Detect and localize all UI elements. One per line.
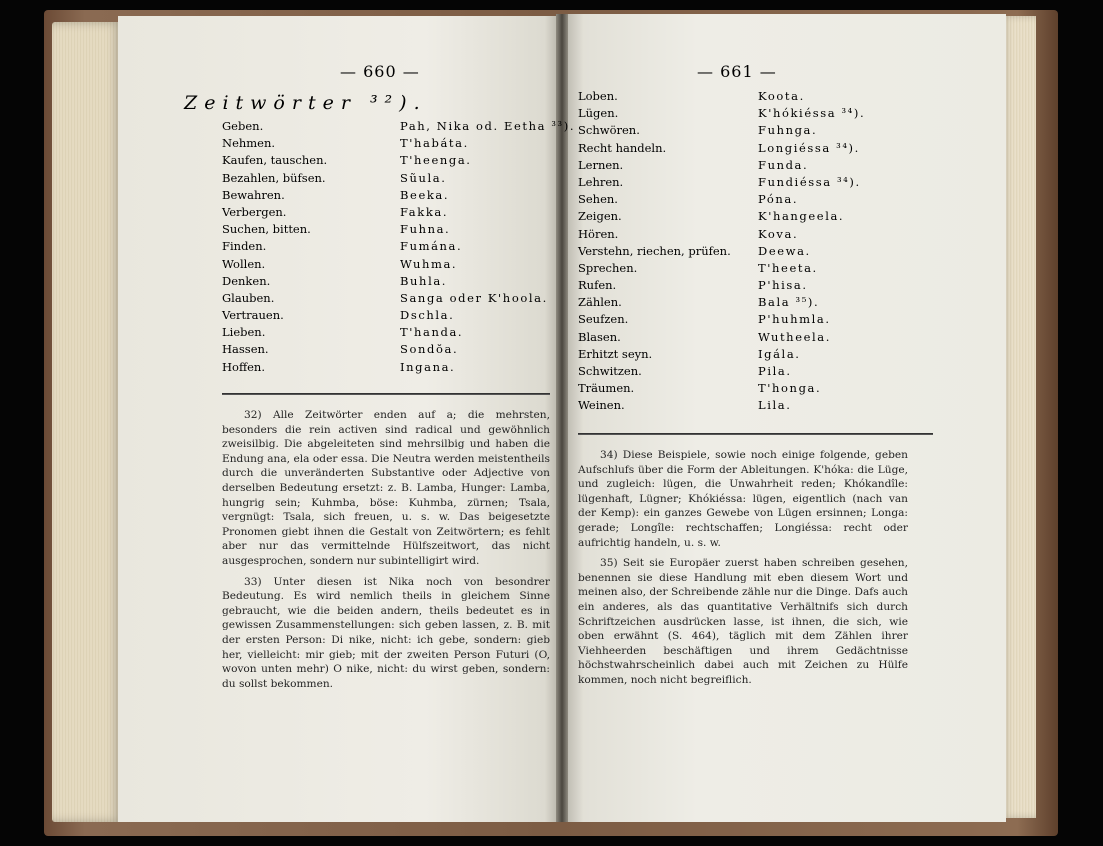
vocab-row	[222, 238, 552, 255]
vocab-row	[578, 243, 918, 260]
native-term: Fakka.	[400, 204, 449, 219]
german-term: Erhitzt seyn.	[578, 346, 653, 361]
native-term: Pila.	[758, 364, 792, 378]
german-term: Finden.	[222, 239, 267, 254]
vocab-row	[578, 346, 918, 363]
german-term: Lehren.	[578, 174, 624, 189]
native-term: T'handa.	[400, 325, 464, 340]
vocab-row	[222, 307, 552, 324]
german-term: Verstehn, riechen, prüfen.	[578, 243, 731, 258]
german-term: Sehen.	[578, 192, 618, 207]
left-page-edges	[52, 22, 122, 822]
vocab-row	[578, 363, 918, 380]
german-term: Kaufen, tauschen.	[222, 153, 328, 168]
left-page-number: — 660 —	[340, 62, 420, 81]
vocab-row	[222, 341, 552, 358]
vocab-row	[222, 256, 552, 273]
vocab-row	[578, 294, 918, 311]
german-term: Rufen.	[578, 278, 617, 293]
vocab-row	[222, 273, 552, 290]
native-term: Dschla.	[400, 308, 455, 323]
vocab-row	[578, 311, 918, 328]
native-term: Wutheela.	[758, 329, 831, 344]
german-term: Loben.	[578, 89, 618, 103]
vocab-row	[222, 135, 552, 152]
native-term: Sũula.	[400, 170, 447, 185]
german-term: Verbergen.	[222, 204, 287, 219]
native-term: Igála.	[758, 346, 801, 361]
vocab-row	[578, 105, 918, 122]
vocab-row	[578, 226, 918, 243]
german-term: Glauben.	[222, 290, 275, 305]
german-term: Nehmen.	[222, 136, 276, 151]
right-page-number: — 661 —	[697, 62, 777, 81]
footnote-34: 34) Diese Beispiele, sowie noch einige folgende, geben Aufschlufs über die Form der Ableitungen. K'hóka: die Lüge, und zugleich: lügen, die Unwahrheit reden; Khókandîle: lügenhaft, Lügner; Khókiéssa: lügen, eigentlich (nach van der Kemp): ein ganzes Gewebe von Lügen ersinnen; Longa: gerade; Longîle: rechtschaffen; Longiéssa: recht oder aufrichtig handeln, u. s. w.	[578, 449, 908, 549]
german-term: Seufzen.	[578, 312, 629, 327]
vocab-row	[578, 88, 918, 105]
german-term: Wollen.	[222, 256, 266, 271]
native-term: T'heenga.	[400, 153, 472, 168]
right-footnotes	[578, 448, 908, 688]
native-term: Funda.	[758, 157, 809, 172]
vocab-row	[578, 157, 918, 174]
native-term: Beeka.	[400, 187, 450, 202]
vocab-row	[578, 122, 918, 139]
footnote-32: 32) Alle Zeitwörter enden auf a; die mehrsten, besonders die rein activen sind radical und gewöhnlich zweisilbig. Die abgeleiteten sind mehrsilbig und haben die Endung ana, ela oder essa. Die Neutra werden meistentheils durch die unveränderten Substantive oder Adjective von derselben Bedeutung ersetzt: z. B. Lamba, Hunger: Lamba, hungrig sein; Kuhmba, böse: Kuhmba, zürnen; Tsala, vergnügt: Tsala, sich freuen, u. s. w. Das beigesetzte Pronomen giebt ihnen die Gestalt von Zeitwörtern; es fehlt aber nur das vermittelnde Hülfszeitwort, das nicht ausgesprochen, sondern nur subintelligirt wird.	[222, 409, 550, 567]
native-term: Longiéssa ³⁴).	[758, 140, 860, 155]
native-term: P'hisa.	[758, 278, 808, 293]
native-term: T'habáta.	[400, 136, 469, 151]
german-term: Schwören.	[578, 123, 640, 138]
german-term: Suchen, bitten.	[222, 222, 311, 237]
right-vocab-list	[578, 88, 918, 415]
german-term: Blasen.	[578, 329, 621, 344]
german-term: Lernen.	[578, 157, 624, 172]
footnote-35: 35) Seit sie Europäer zuerst haben schreiben gesehen, benennen sie diese Handlung mit eben diesem Wort und meinen also, der Schreibende zähle nur die Dinge. Dafs auch ein anderes, als das quantitative Verhältnifs sich durch Schriftzeichen ausdrücken lasse, ist ihnen, die sich, wie oben erwähnt (S. 464), täglich mit dem Zählen ihrer Viehheerden beschäftigen und ihrem Gedächtnisse höchstwahrscheinlich dabei auch mit Zeichen zu Hülfe kommen, noch nicht begreiflich.	[578, 557, 908, 686]
german-term: Träumen.	[578, 381, 635, 396]
german-term: Zeigen.	[578, 209, 622, 224]
vocab-row	[222, 170, 552, 187]
left-vocab-list	[222, 118, 576, 376]
native-term: T'honga.	[758, 381, 822, 396]
vocab-row	[578, 260, 918, 277]
vocab-row	[578, 140, 918, 157]
german-term: Zählen.	[578, 295, 622, 310]
vocab-row	[578, 174, 918, 191]
native-term: Ingana.	[400, 359, 456, 374]
vocab-row	[578, 277, 918, 294]
vocab-row	[578, 397, 918, 414]
vocab-row	[578, 329, 918, 346]
german-term: Bewahren.	[222, 187, 285, 202]
german-term: Hoffen.	[222, 359, 265, 374]
vocab-row	[222, 118, 576, 135]
german-term: Recht handeln.	[578, 140, 667, 155]
german-term: Denken.	[222, 273, 271, 288]
vocab-row	[222, 152, 552, 169]
native-term: Buhla.	[400, 273, 448, 288]
left-footnotes	[222, 408, 550, 691]
german-term: Hassen.	[222, 342, 269, 357]
native-term: Sanga oder K'hoola.	[400, 290, 548, 305]
left-footnote-rule	[222, 393, 550, 395]
german-term: Vertrauen.	[222, 308, 284, 323]
native-term: K'hangeela.	[758, 209, 845, 224]
vocab-row	[222, 221, 552, 238]
footnote-33: 33) Unter diesen ist Nika noch von besondrer Bedeutung. Es wird nemlich theils in gleichem Sinne gebraucht, wie die beiden andern, theils bedeutet es in gewissen Zusammenstellungen: sich geben lassen, z. B. mit der ersten Person: Di nike, nicht: ich gebe, sondern: gieb her, vielleicht: mir gieb; mit der zweiten Person Futuri (O, wovon unten mehr) O nike, nicht: du wirst geben, sondern: du sollst bekommen.	[222, 575, 550, 690]
native-term: Lila.	[758, 398, 792, 413]
native-term: K'hókiéssa ³⁴).	[758, 106, 866, 121]
native-term: Póna.	[758, 192, 799, 207]
german-term: Hören.	[578, 226, 619, 241]
native-term: T'heeta.	[758, 260, 818, 275]
native-term: Fuhnga.	[758, 123, 818, 138]
native-term: Fundiéssa ³⁴).	[758, 174, 861, 189]
vocab-row	[222, 324, 552, 341]
native-term: Pah, Nika od. Eetha ³³).	[400, 119, 576, 133]
german-term: Sprechen.	[578, 260, 638, 275]
vocab-row	[222, 204, 552, 221]
vocab-row	[222, 187, 552, 204]
native-term: Fuhna.	[400, 222, 451, 237]
native-term: P'huhmla.	[758, 312, 831, 327]
section-heading: Zeitwörter ³²).	[184, 92, 427, 114]
german-term: Lügen.	[578, 106, 619, 121]
native-term: Bala ³⁵).	[758, 295, 820, 310]
german-term: Lieben.	[222, 325, 266, 340]
vocab-row	[222, 359, 552, 376]
german-term: Geben.	[222, 119, 264, 133]
vocab-row	[222, 290, 552, 307]
german-term: Bezahlen, büfsen.	[222, 170, 326, 185]
vocab-row	[578, 208, 918, 225]
native-term: Sondŏa.	[400, 342, 459, 357]
native-term: Kova.	[758, 226, 799, 241]
native-term: Fumána.	[400, 239, 463, 254]
german-term: Schwitzen.	[578, 364, 642, 378]
right-footnote-rule	[578, 433, 933, 435]
native-term: Wuhma.	[400, 256, 458, 271]
vocab-row	[578, 191, 918, 208]
native-term: Deewa.	[758, 243, 811, 258]
german-term: Weinen.	[578, 398, 625, 413]
native-term: Koota.	[758, 89, 805, 103]
vocab-row	[578, 380, 918, 397]
